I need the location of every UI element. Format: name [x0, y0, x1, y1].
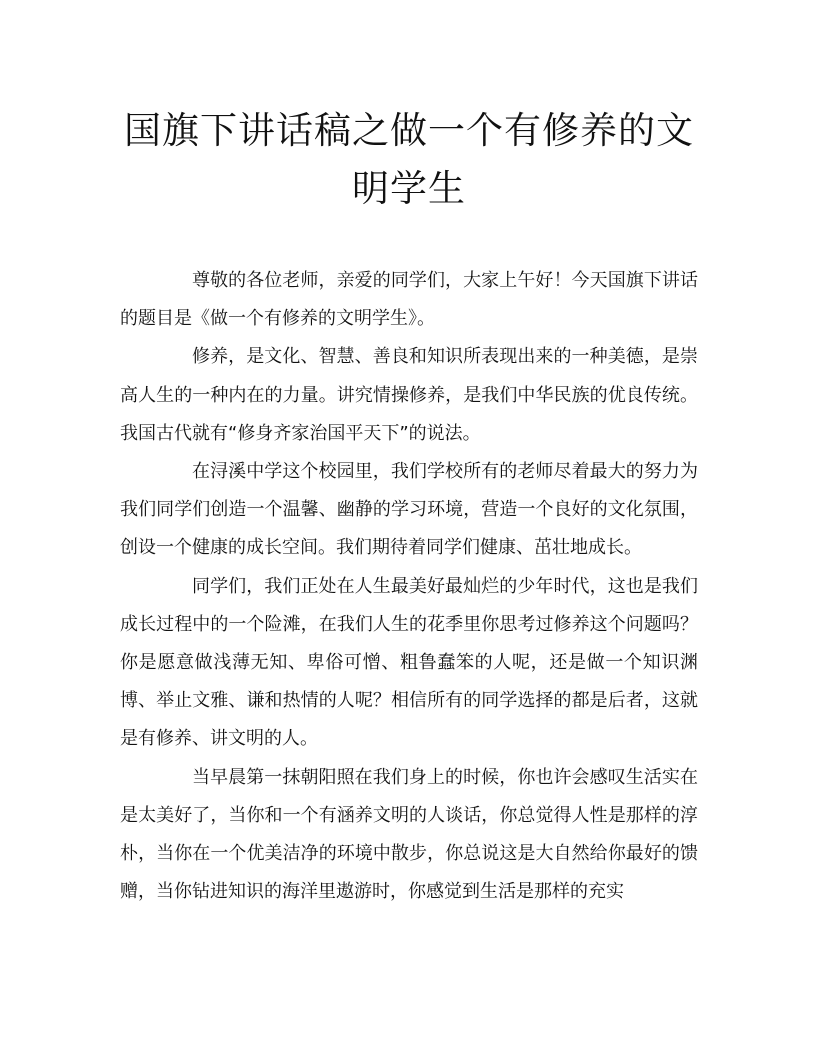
paragraph-morning: 当早晨第一抹朝阳照在我们身上的时候，你也许会感叹生活实在是太美好了，当你和一个有涵养文明的人谈话，你总觉得人性是那样的淳朴，当你在一个优美洁净的环境中散步，你总说这是大自然给你最好的馈赠，当你钻进知识的海洋里遨游时，你感觉到生活是那样的充实 — [120, 766, 698, 903]
paragraph-greeting: 尊敬的各位老师，亲爱的同学们，大家上午好！今天国旗下讲话的题目是《做一个有修养的文明学生》。 — [120, 270, 698, 330]
document-title: 国旗下讲话稿之做一个有修养的文明学生 — [124, 109, 694, 210]
paragraph-cultivation: 修养，是文化、智慧、善良和知识所表现出来的一种美德，是崇高人生的一种内在的力量。讲究情操修养，是我们中华民族的优良传统。我国古代就有“修身齐家治国平天下”的说法。 — [120, 346, 698, 444]
document-body — [120, 262, 698, 911]
paragraph-youth: 同学们，我们正处在人生最美好最灿烂的少年时代，这也是我们成长过程中的一个险滩，在我们人生的花季里你思考过修养这个问题吗？你是愿意做浅薄无知、卑俗可憎、粗鲁蠢笨的人呢，还是做一个知识渊博、举止文雅、谦和热情的人呢？相信所有的同学选择的都是后者，这就是有修养、讲文明的人。 — [120, 575, 698, 750]
paragraph-school: 在浔溪中学这个校园里，我们学校所有的老师尽着最大的努力为我们同学们创造一个温馨、幽静的学习环境，营造一个良好的文化氛围，创设一个健康的成长空间。我们期待着同学们健康、茁壮地成长。 — [120, 461, 698, 559]
